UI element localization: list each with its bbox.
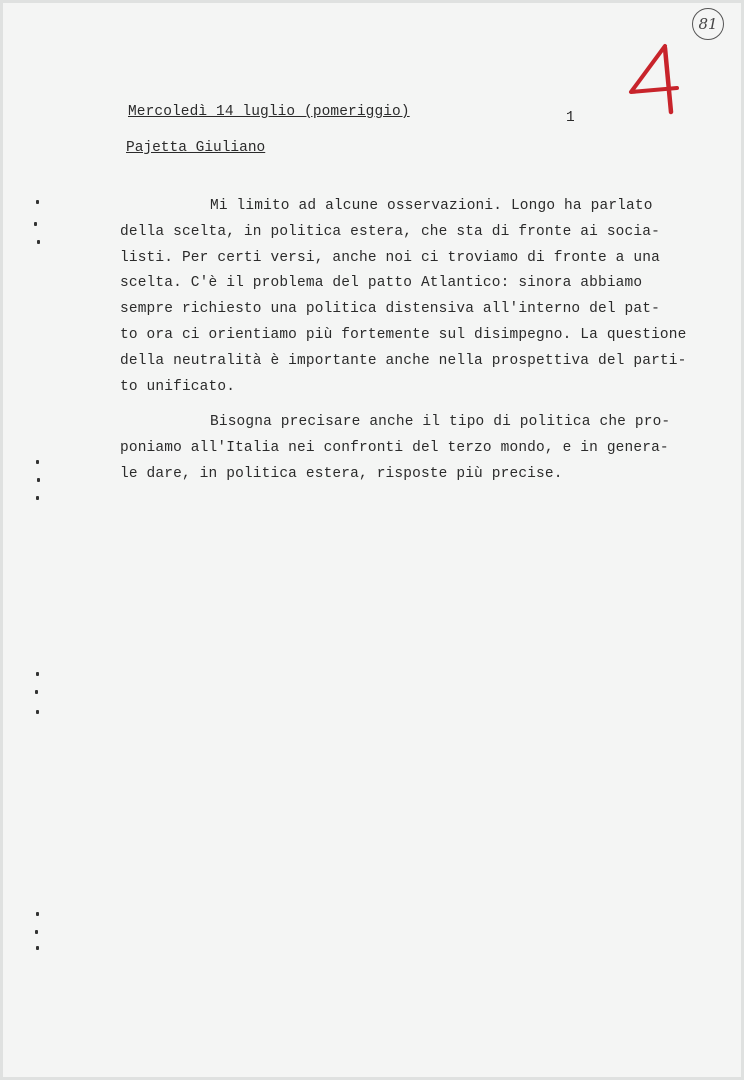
paragraph-line: Mi limito ad alcune osservazioni. Longo ha parlato (210, 198, 653, 214)
paragraph-line: le dare, in politica estera, risposte più precise. (120, 465, 563, 482)
paragraph-line: della scelta, in politica estera, che sta di fronte ai socia- (120, 223, 660, 240)
paragraph-line: to unificato. (120, 378, 236, 395)
scan-mark (34, 222, 37, 226)
scan-mark (37, 240, 40, 244)
paragraph-line: sempre richiesto una politica distensiva all'interno del pat- (120, 301, 660, 318)
paragraph-line: listi. Per certi versi, anche noi ci troviamo di fronte a una (120, 249, 660, 266)
archive-stamp: 81 (692, 8, 724, 40)
scan-mark (36, 496, 39, 500)
scan-mark (36, 710, 39, 714)
scan-mark (35, 930, 38, 934)
speaker-name: Pajetta Giuliano (126, 140, 266, 156)
scan-mark (35, 690, 38, 694)
scan-mark (37, 478, 40, 482)
scan-mark (36, 912, 39, 916)
scan-mark (36, 946, 39, 950)
handwritten-page-number (625, 40, 685, 120)
document-body (120, 194, 700, 488)
document-date: Mercoledì 14 luglio (pomeriggio) (128, 104, 410, 120)
paragraph-line: to ora ci orientiamo più fortemente sul disimpegno. La questione (120, 326, 687, 343)
scan-mark (36, 460, 39, 464)
scan-mark (36, 672, 39, 676)
scan-mark (36, 200, 39, 204)
paragraph-line: della neutralità è importante anche nella prospettiva del parti- (120, 352, 687, 369)
paragraph-line: poniamo all'Italia nei confronti del terzo mondo, e in genera- (120, 440, 669, 457)
page-number: 1 (566, 110, 575, 126)
paragraph-line: Bisogna precisare anche il tipo di politica che pro- (210, 414, 671, 431)
paragraph-line: scelta. C'è il problema del patto Atlantico: sinora abbiamo (120, 275, 643, 292)
